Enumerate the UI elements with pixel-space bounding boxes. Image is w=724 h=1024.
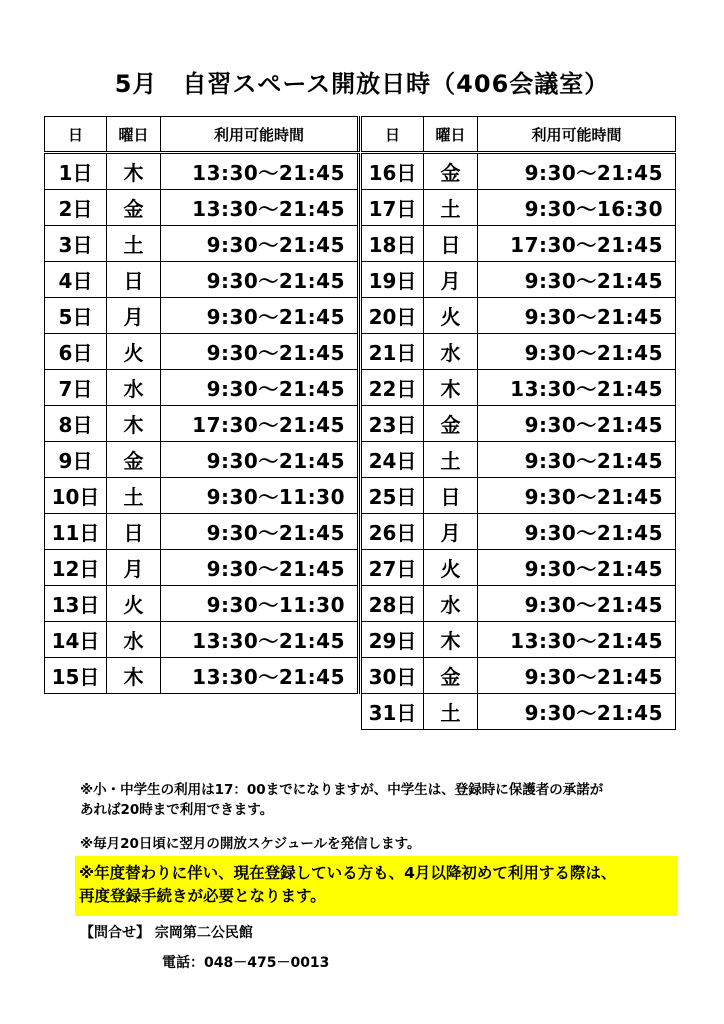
weekday-cell: 土 <box>424 694 478 730</box>
schedule-row <box>45 586 359 622</box>
weekday-cell: 木 <box>424 622 478 658</box>
day-cell: 29日 <box>362 622 424 658</box>
schedule-row <box>45 478 359 514</box>
schedule-row <box>45 262 359 298</box>
schedule-row <box>362 514 676 550</box>
day-cell: 10日 <box>45 478 107 514</box>
time-cell: 9:30～16:30 <box>478 190 676 226</box>
day-cell: 14日 <box>45 622 107 658</box>
day-cell: 11日 <box>45 514 107 550</box>
schedule-row <box>45 153 359 190</box>
schedule-row <box>362 550 676 586</box>
day-cell: 25日 <box>362 478 424 514</box>
day-cell: 28日 <box>362 586 424 622</box>
time-cell: 9:30～21:45 <box>478 153 676 190</box>
weekday-cell: 月 <box>107 298 161 334</box>
schedule-row <box>362 622 676 658</box>
weekday-cell: 火 <box>424 550 478 586</box>
day-cell: 1日 <box>45 153 107 190</box>
page-title: 5月 自習スペース開放日時（406会議室） <box>114 70 610 98</box>
weekday-cell: 火 <box>424 298 478 334</box>
time-cell: 9:30～11:30 <box>161 586 359 622</box>
time-cell: 9:30～21:45 <box>161 298 359 334</box>
day-cell: 19日 <box>362 262 424 298</box>
schedule-row <box>362 262 676 298</box>
time-cell: 13:30～21:45 <box>161 153 359 190</box>
weekday-cell: 月 <box>424 514 478 550</box>
time-cell: 9:30～21:45 <box>478 262 676 298</box>
schedule-row <box>362 334 676 370</box>
schedule-row <box>362 694 676 730</box>
time-cell: 9:30～21:45 <box>478 334 676 370</box>
day-cell: 7日 <box>45 370 107 406</box>
contact-info: 【問合せ】 宗岡第二公民館 <box>80 925 253 941</box>
time-cell: 9:30～21:45 <box>478 406 676 442</box>
time-cell: 9:30～11:30 <box>161 478 359 514</box>
day-cell: 2日 <box>45 190 107 226</box>
weekday-cell: 火 <box>107 586 161 622</box>
time-cell: 13:30～21:45 <box>478 622 676 658</box>
day-cell: 12日 <box>45 550 107 586</box>
header-time: 利用可能時間 <box>161 117 359 153</box>
schedule-row <box>45 442 359 478</box>
time-cell: 9:30～21:45 <box>161 514 359 550</box>
schedule-row <box>362 658 676 694</box>
schedule-row <box>45 226 359 262</box>
time-cell: 9:30～21:45 <box>478 694 676 730</box>
time-cell: 17:30～21:45 <box>161 406 359 442</box>
phone-number: 電話：048－475－0013 <box>162 955 330 971</box>
day-cell: 31日 <box>362 694 424 730</box>
schedule-row <box>362 190 676 226</box>
time-cell: 9:30～21:45 <box>478 514 676 550</box>
weekday-cell: 水 <box>424 334 478 370</box>
day-cell: 17日 <box>362 190 424 226</box>
day-cell: 23日 <box>362 406 424 442</box>
time-cell: 13:30～21:45 <box>478 370 676 406</box>
day-cell: 24日 <box>362 442 424 478</box>
weekday-cell: 土 <box>424 190 478 226</box>
time-cell: 9:30～21:45 <box>161 334 359 370</box>
weekday-cell: 水 <box>107 370 161 406</box>
time-cell: 9:30～21:45 <box>161 262 359 298</box>
time-cell: 9:30～21:45 <box>478 658 676 694</box>
schedule-row <box>362 226 676 262</box>
day-cell: 22日 <box>362 370 424 406</box>
highlight-line: ※年度替わりに伴い、現在登録している方も、4月以降初めて利用する際は、 <box>79 864 617 882</box>
day-cell: 8日 <box>45 406 107 442</box>
weekday-cell: 木 <box>107 406 161 442</box>
weekday-cell: 日 <box>107 262 161 298</box>
time-cell: 9:30～21:45 <box>478 442 676 478</box>
day-cell: 9日 <box>45 442 107 478</box>
schedule-row <box>362 586 676 622</box>
note-line: あれば20時まで利用できます。 <box>80 802 274 818</box>
time-cell: 13:30～21:45 <box>161 658 359 694</box>
day-cell: 5日 <box>45 298 107 334</box>
header-day: 日 <box>45 117 107 153</box>
schedule-table-right <box>361 116 676 730</box>
weekday-cell: 水 <box>107 622 161 658</box>
schedule-row <box>45 514 359 550</box>
weekday-cell: 水 <box>424 586 478 622</box>
day-cell: 3日 <box>45 226 107 262</box>
weekday-cell: 日 <box>107 514 161 550</box>
header-weekday: 曜日 <box>424 117 478 153</box>
schedule-row <box>45 334 359 370</box>
time-cell: 9:30～21:45 <box>161 370 359 406</box>
schedule-row <box>45 190 359 226</box>
highlight-notice <box>75 856 677 916</box>
weekday-cell: 火 <box>107 334 161 370</box>
schedule-row <box>45 370 359 406</box>
time-cell: 9:30～21:45 <box>478 478 676 514</box>
schedule-row <box>362 442 676 478</box>
schedule-row <box>45 622 359 658</box>
weekday-cell: 金 <box>424 406 478 442</box>
schedule-row <box>362 406 676 442</box>
day-cell: 21日 <box>362 334 424 370</box>
header-weekday: 曜日 <box>107 117 161 153</box>
note-student-usage <box>80 780 700 820</box>
schedule-row <box>45 550 359 586</box>
weekday-cell: 月 <box>107 550 161 586</box>
weekday-cell: 日 <box>424 478 478 514</box>
day-cell: 15日 <box>45 658 107 694</box>
schedule-row <box>362 370 676 406</box>
schedule-row <box>362 478 676 514</box>
weekday-cell: 金 <box>107 442 161 478</box>
weekday-cell: 日 <box>424 226 478 262</box>
weekday-cell: 土 <box>107 226 161 262</box>
time-cell: 9:30～21:45 <box>161 226 359 262</box>
schedule-row <box>45 298 359 334</box>
weekday-cell: 金 <box>107 190 161 226</box>
time-cell: 9:30～21:45 <box>161 442 359 478</box>
day-cell: 30日 <box>362 658 424 694</box>
time-cell: 13:30～21:45 <box>161 622 359 658</box>
schedule-row <box>45 406 359 442</box>
header-day: 日 <box>362 117 424 153</box>
weekday-cell: 金 <box>424 153 478 190</box>
time-cell: 9:30～21:45 <box>161 550 359 586</box>
day-cell: 26日 <box>362 514 424 550</box>
header-time: 利用可能時間 <box>478 117 676 153</box>
time-cell: 9:30～21:45 <box>478 298 676 334</box>
note-schedule-release: ※毎月20日頃に翌月の開放スケジュールを発信します。 <box>80 836 421 852</box>
day-cell: 13日 <box>45 586 107 622</box>
weekday-cell: 木 <box>107 153 161 190</box>
schedule-row <box>362 153 676 190</box>
weekday-cell: 土 <box>107 478 161 514</box>
weekday-cell: 金 <box>424 658 478 694</box>
time-cell: 9:30～21:45 <box>478 586 676 622</box>
day-cell: 6日 <box>45 334 107 370</box>
note-line: ※小・中学生の利用は17：00までになりますが、中学生は、登録時に保護者の承諾が <box>80 782 604 798</box>
weekday-cell: 土 <box>424 442 478 478</box>
day-cell: 27日 <box>362 550 424 586</box>
time-cell: 9:30～21:45 <box>478 550 676 586</box>
time-cell: 17:30～21:45 <box>478 226 676 262</box>
schedule-table-left <box>44 116 360 694</box>
day-cell: 16日 <box>362 153 424 190</box>
time-cell: 13:30～21:45 <box>161 190 359 226</box>
day-cell: 4日 <box>45 262 107 298</box>
schedule-row <box>45 658 359 694</box>
weekday-cell: 月 <box>424 262 478 298</box>
highlight-line: 再度登録手続きが必要となります。 <box>79 887 326 905</box>
schedule-row <box>362 298 676 334</box>
weekday-cell: 木 <box>107 658 161 694</box>
weekday-cell: 木 <box>424 370 478 406</box>
day-cell: 20日 <box>362 298 424 334</box>
day-cell: 18日 <box>362 226 424 262</box>
